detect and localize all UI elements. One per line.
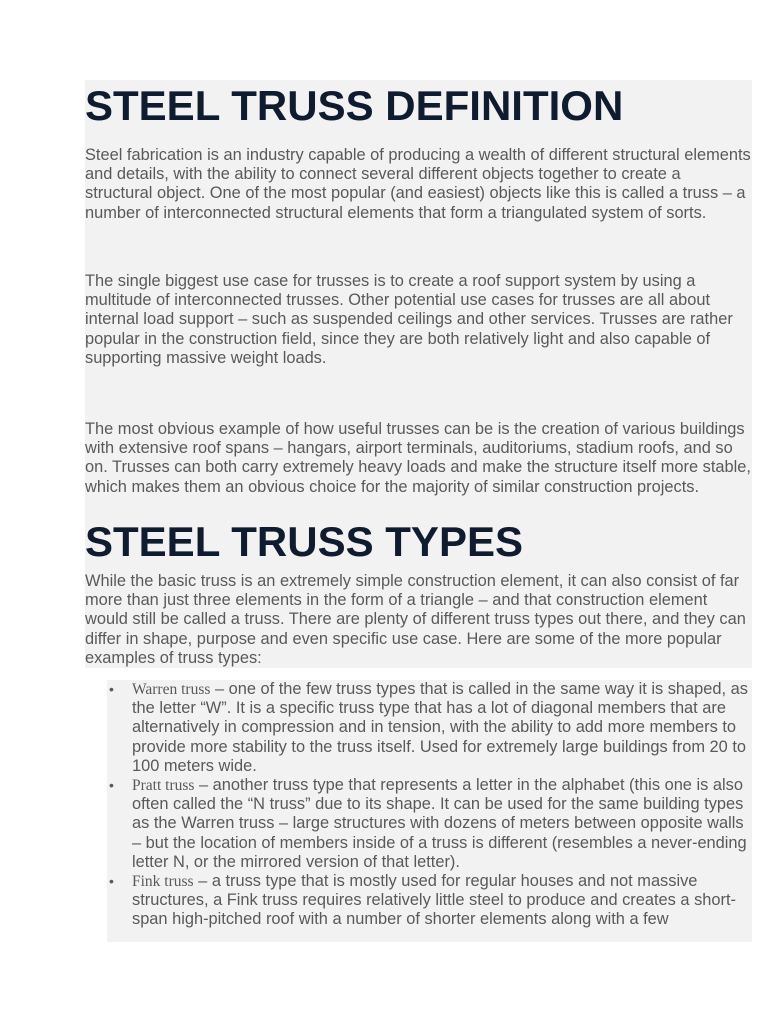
types-section xyxy=(85,518,752,668)
truss-type-name: Fink truss xyxy=(132,873,194,891)
types-intro-paragraph: While the basic truss is an extremely simple construction element, it can also consist of far more than just three elements in the form of a triangle – and that construction element would still be called a truss. There are plenty of different truss types out there, and they can differ in shape, purpose and even specific use case. Here are some of the more popular examples of truss types: xyxy=(85,572,746,667)
truss-type-description: – another truss type that represents a letter in the alphabet (this one is also often called the “N truss” due to its shape. It can be used for the same building types as the Warren truss – large structures with dozens of meters between opposite walls – but the location of members inside of a truss is different (resembles a never-ending letter N, or the mirrored version of that letter). xyxy=(132,776,747,871)
truss-types-list xyxy=(107,680,752,930)
section-heading-definition: STEEL TRUSS DEFINITION xyxy=(85,82,624,129)
truss-type-description: – a truss type that is mostly used for regular houses and not massive structures, a Fink truss requires relatively little steel to produce and creates a short-span high-pitched roof with a number of shorter elements along with a few xyxy=(132,872,736,929)
definition-paragraph-3: The most obvious example of how useful trusses can be is the creation of various buildings with extensive roof spans – hangars, airport terminals, auditoriums, stadium roofs, and so on. Trusses can both carry extremely heavy loads and make the structure itself more stable, which makes them an obvious choice for the majority of similar construction projects. xyxy=(85,420,751,496)
bullet-icon: • xyxy=(109,873,114,890)
bullet-icon: • xyxy=(109,681,114,697)
truss-types-list-container xyxy=(107,680,752,942)
list-item-warren xyxy=(107,680,752,776)
truss-type-name: Warren truss xyxy=(132,681,211,698)
section-heading-types: STEEL TRUSS TYPES xyxy=(85,518,523,565)
truss-type-description: – one of the few truss types that is called in the same way it is shaped, as the letter “W”. It is a specific truss type that has a lot of diagonal members that are alternatively in compression and in tension, with the ability to add more members to provide more stability to the truss itself. Used for extremely large buildings from 20 to 100 meters wide. xyxy=(132,680,748,775)
definition-paragraph-1: Steel fabrication is an industry capable of producing a wealth of different structural elements and details, with the ability to connect several different objects together to create a structural object. One of the most popular (and easiest) objects like this is called a truss – a number of interconnected structural elements that form a triangulated system of sorts. xyxy=(85,146,751,222)
list-item-fink xyxy=(107,872,752,930)
document-page xyxy=(85,80,752,942)
truss-type-name: Pratt truss xyxy=(132,777,195,795)
list-item-pratt xyxy=(107,776,752,872)
definition-section xyxy=(85,80,752,518)
bullet-icon: • xyxy=(109,777,114,794)
definition-paragraph-2: The single biggest use case for trusses is to create a roof support system by using a multitude of interconnected trusses. Other potential use cases for trusses are all about internal load support – such as suspended ceilings and other services. Trusses are rather popular in the construction field, since they are both relatively light and also capable of supporting massive weight loads. xyxy=(85,272,733,367)
